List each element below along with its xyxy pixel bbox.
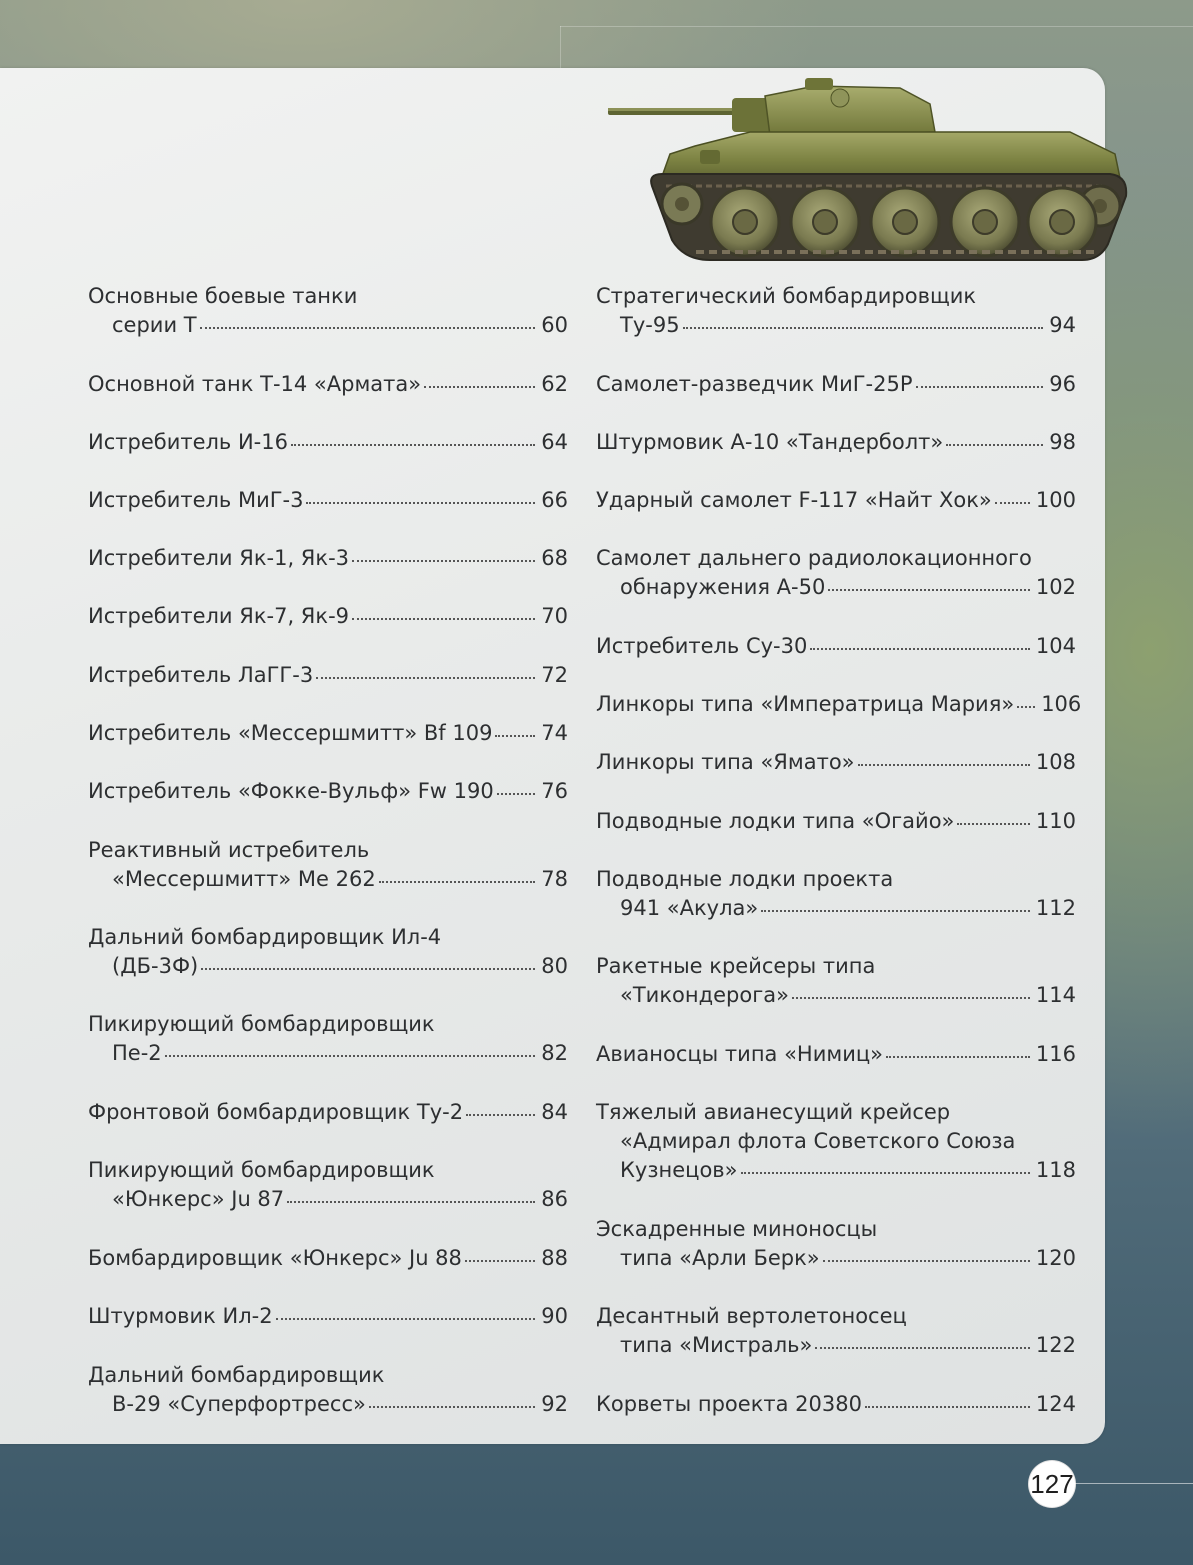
toc-entry[interactable] (596, 544, 1076, 602)
toc-entry-title: Истребитель ЛаГГ-3 (88, 663, 314, 687)
toc-entry-title: Истребители Як-7, Як-9 (88, 604, 350, 628)
dot-leader (369, 1405, 535, 1408)
toc-entry[interactable] (88, 370, 568, 399)
toc-entry-title: Дальний бомбардировщик Ил-4 (88, 925, 442, 949)
toc-entry-page: 60 (541, 313, 568, 337)
frame-line-vertical (560, 26, 561, 68)
toc-entry-title: Авианосцы типа «Нимиц» (596, 1042, 884, 1066)
toc-entry[interactable] (596, 428, 1076, 457)
toc-entry[interactable] (88, 719, 568, 748)
toc-entry-title: Эскадренные миноносцы (596, 1217, 878, 1241)
dot-leader (761, 909, 1030, 912)
toc-entry-title: Ту-95 (620, 313, 680, 337)
toc-entry-title: Истребитель «Фокке-Вульф» Fw 190 (88, 779, 494, 803)
dot-leader (165, 1054, 536, 1057)
dot-leader (201, 967, 535, 970)
toc-entry-title: Штурмовик А-10 «Тандерболт» (596, 430, 944, 454)
toc-entry-page: 104 (1035, 634, 1076, 658)
toc-entry-page: 70 (541, 604, 568, 628)
toc-entry-page: 82 (541, 1041, 568, 1065)
toc-entry-page: 116 (1035, 1042, 1076, 1066)
toc-entry-title: Подводные лодки проекта (596, 867, 894, 891)
toc-entry[interactable] (88, 486, 568, 515)
toc-entry-title: «Тикондерога» (620, 983, 789, 1007)
dot-leader (424, 385, 535, 388)
dot-leader (916, 385, 1044, 388)
toc-entry[interactable] (596, 486, 1076, 515)
toc-entry-title: Штурмовик Ил-2 (88, 1304, 273, 1328)
toc-entry-title: Тяжелый авианесущий крейсер (596, 1100, 951, 1124)
toc-entry[interactable] (88, 544, 568, 573)
dot-leader (886, 1055, 1030, 1058)
toc-entry-page: 100 (1035, 488, 1076, 512)
toc-entry-page: 98 (1049, 430, 1076, 454)
toc-entry[interactable] (596, 748, 1076, 777)
toc-entry[interactable] (596, 952, 1076, 1010)
toc-entry-page: 64 (541, 430, 568, 454)
dot-leader (287, 1200, 535, 1203)
toc-entry-page: 90 (541, 1304, 568, 1328)
toc-entry-title: Самолет-разведчик МиГ-25Р (596, 372, 913, 396)
dot-leader (810, 647, 1030, 650)
tank-illustration (600, 74, 1130, 266)
dot-leader (200, 326, 536, 329)
toc-entry-title: Подводные лодки типа «Огайо» (596, 809, 955, 833)
toc-entry[interactable] (596, 1302, 1076, 1360)
toc-entry-page: 106 (1041, 692, 1082, 716)
toc-entry-title: Десантный вертолетоносец (596, 1304, 907, 1328)
toc-entry-title: Пикирующий бомбардировщик (88, 1158, 435, 1182)
toc-entry[interactable] (88, 428, 568, 457)
toc-entry-title: Истребитель И-16 (88, 430, 288, 454)
toc-entry-title: «Юнкерс» Ju 87 (112, 1187, 285, 1211)
toc-entry[interactable] (596, 632, 1076, 661)
toc-entry-page: 84 (541, 1100, 568, 1124)
toc-entry-title: обнаружения А-50 (620, 575, 826, 599)
toc-entry[interactable] (596, 1390, 1076, 1419)
toc-entry[interactable] (88, 923, 568, 981)
toc-entry-page: 76 (541, 779, 568, 803)
toc-entry-title: Пикирующий бомбардировщик (88, 1012, 435, 1036)
toc-entry-page: 74 (541, 721, 568, 745)
toc-entry-page: 96 (1049, 372, 1076, 396)
toc-entry-page: 108 (1035, 750, 1076, 774)
toc-entry-title: Дальний бомбардировщик (88, 1363, 385, 1387)
toc-entry-page: 68 (541, 546, 568, 570)
toc-entry[interactable] (596, 690, 1082, 719)
dot-leader (995, 501, 1030, 504)
toc-entry-title: Реактивный истребитель (88, 838, 370, 862)
toc-entry-page: 62 (541, 372, 568, 396)
dot-leader (792, 996, 1030, 999)
toc-entry-title: Основные боевые танки (88, 284, 358, 308)
toc-entry-page: 118 (1035, 1158, 1076, 1182)
toc-entry[interactable] (88, 602, 568, 631)
toc-entry[interactable] (88, 836, 568, 894)
toc-entry[interactable] (596, 282, 1076, 340)
dot-leader (352, 559, 535, 562)
toc-entry-title: «Мессершмитт» Me 262 (112, 867, 376, 891)
dot-leader (495, 734, 535, 737)
toc-entry-page: 80 (541, 954, 568, 978)
toc-entry-title: Истребители Як-1, Як-3 (88, 546, 350, 570)
dot-leader (276, 1317, 536, 1320)
toc-entry[interactable] (88, 1156, 568, 1214)
toc-entry-page: 66 (541, 488, 568, 512)
dot-leader (946, 443, 1043, 446)
toc-entry-page: 72 (541, 663, 568, 687)
dot-leader (306, 501, 535, 504)
toc-entry-title: Линкоры типа «Императрица Мария» (596, 692, 1015, 716)
toc-entry-page: 114 (1035, 983, 1076, 1007)
toc-entry[interactable] (596, 865, 1076, 923)
toc-entry-title: Стратегический бомбардировщик (596, 284, 977, 308)
toc-entry-title: «Адмирал флота Советского Союза (620, 1129, 1016, 1153)
toc-entry-title: Фронтовой бомбардировщик Ту-2 (88, 1100, 464, 1124)
toc-entry[interactable] (88, 1098, 568, 1127)
dot-leader (858, 763, 1030, 766)
toc-entry-title: Кузнецов» (620, 1158, 738, 1182)
dot-leader (865, 1405, 1030, 1408)
toc-entry-title: Истребитель «Мессершмитт» Bf 109 (88, 721, 493, 745)
toc-entry-title: Ударный самолет F-117 «Найт Хок» (596, 488, 992, 512)
page-number-line (1074, 1483, 1193, 1484)
toc-entry-title: Истребитель МиГ-3 (88, 488, 304, 512)
toc-entry-title: (ДБ-3Ф) (112, 954, 199, 978)
toc-entry[interactable] (596, 1098, 1076, 1185)
toc-entry-title: типа «Арли Берк» (620, 1246, 820, 1270)
toc-entry-title: Основной танк Т-14 «Армата» (88, 372, 422, 396)
toc-entry-title: Корветы проекта 20380 (596, 1392, 862, 1416)
frame-line (560, 26, 1193, 27)
dot-leader (379, 880, 536, 883)
toc-entry[interactable] (596, 807, 1076, 836)
toc-entry[interactable] (88, 1302, 568, 1331)
dot-leader (291, 443, 535, 446)
toc-entry[interactable] (596, 1040, 1076, 1069)
toc-entry-title: Ракетные крейсеры типа (596, 954, 876, 978)
toc-entry-title: типа «Мистраль» (620, 1333, 813, 1357)
toc-entry-title: 941 «Акула» (620, 896, 759, 920)
toc-entry-page: 120 (1035, 1246, 1076, 1270)
toc-entry-page: 110 (1035, 809, 1076, 833)
dot-leader (828, 588, 1030, 591)
toc-entry-title: Истребитель Су-30 (596, 634, 808, 658)
dot-leader (957, 822, 1030, 825)
toc-entry[interactable] (88, 777, 568, 806)
toc-entry-title: Пе-2 (112, 1041, 162, 1065)
dot-leader (316, 676, 535, 679)
dot-leader (683, 326, 1044, 329)
toc-entry-page: 78 (541, 867, 568, 891)
toc-entry[interactable] (596, 370, 1076, 399)
toc-entry-title: B-29 «Суперфортресс» (112, 1392, 366, 1416)
dot-leader (497, 792, 536, 795)
dot-leader (815, 1346, 1030, 1349)
dot-leader (741, 1171, 1030, 1174)
page-number: 127 (1028, 1460, 1076, 1508)
toc-entry[interactable] (88, 1361, 568, 1419)
toc-entry-page: 88 (541, 1246, 568, 1270)
toc-entry-page: 94 (1049, 313, 1076, 337)
toc-entry[interactable] (596, 1215, 1076, 1273)
toc-entry-title: Бомбардировщик «Юнкерс» Ju 88 (88, 1246, 462, 1270)
toc-entry-page: 112 (1035, 896, 1076, 920)
dot-leader (1017, 705, 1035, 708)
dot-leader (466, 1113, 535, 1116)
dot-leader (465, 1259, 535, 1262)
toc-entry[interactable] (88, 1010, 568, 1068)
toc-entry-page: 124 (1035, 1392, 1076, 1416)
toc-entry-page: 86 (541, 1187, 568, 1211)
toc-entry[interactable] (88, 282, 568, 340)
toc-entry[interactable] (88, 1244, 568, 1273)
toc-entry-title: серии Т (112, 313, 197, 337)
toc-entry-page: 122 (1035, 1333, 1076, 1357)
dot-leader (823, 1259, 1030, 1262)
toc-entry-title: Самолет дальнего радиолокационного (596, 546, 1032, 570)
toc-entry-page: 102 (1035, 575, 1076, 599)
toc-entry[interactable] (88, 661, 568, 690)
toc-entry-page: 92 (541, 1392, 568, 1416)
toc-entry-title: Линкоры типа «Ямато» (596, 750, 855, 774)
dot-leader (352, 617, 535, 620)
